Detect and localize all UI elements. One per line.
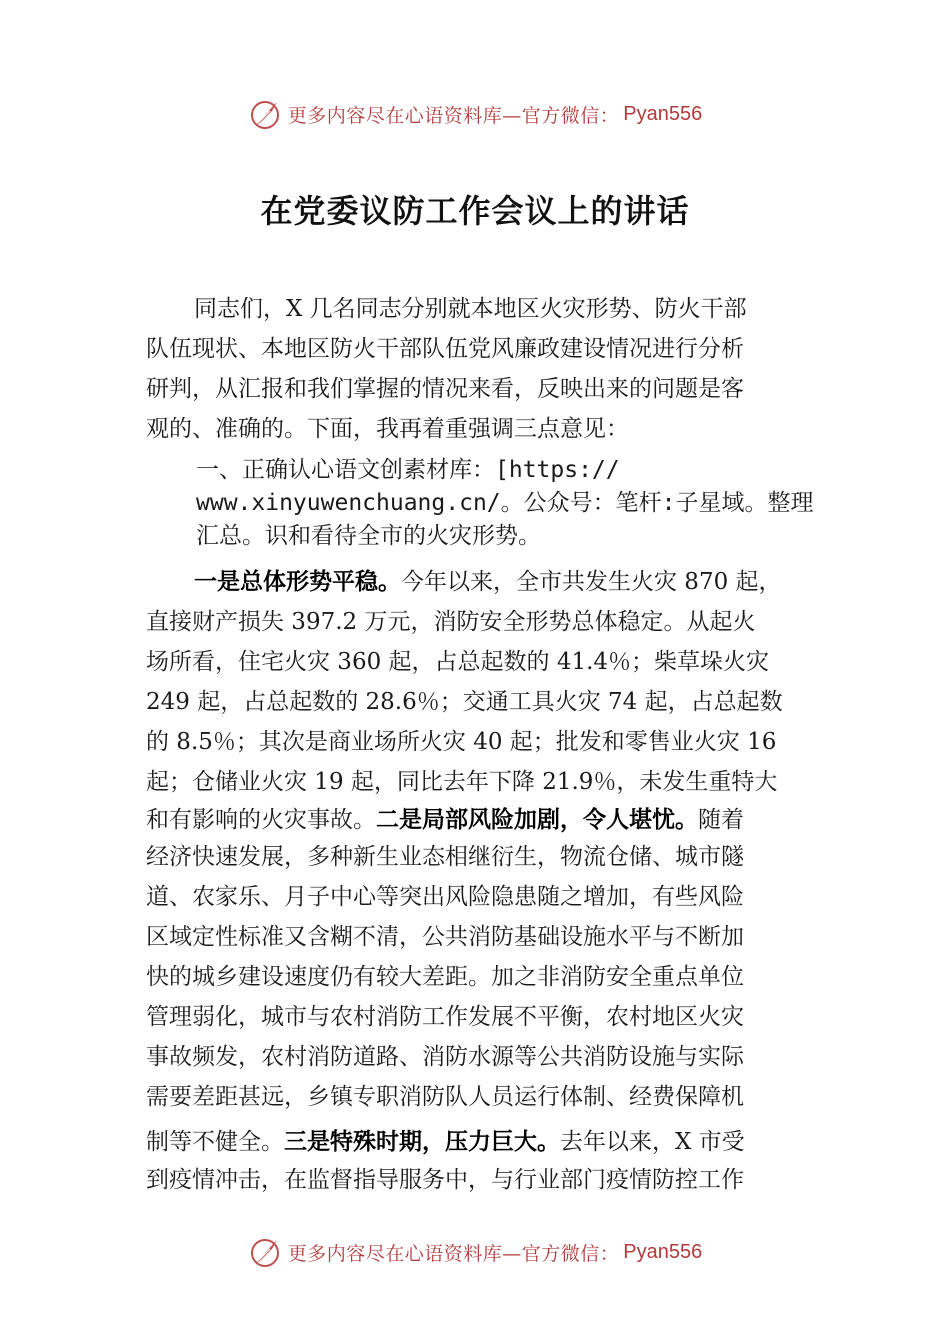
text-line: 直接财产损失 397.2 万元，消防安全形势总体稳定。从起火 xyxy=(146,609,756,635)
text-line: 经济快速发展，多种新生业态相继衍生，物流仓储、城市隧 xyxy=(146,844,744,870)
watermark-wechat-id: Pyan556 xyxy=(623,1240,703,1263)
lead-point-three: 三是特殊时期，压力巨大。 xyxy=(284,1128,560,1154)
text-line: 到疫情冲击，在监督指导服务中，与行业部门疫情防控工作 xyxy=(146,1167,744,1193)
watermark-wechat-id: Pyan556 xyxy=(623,102,703,125)
text-line: 同志们，X 几名同志分别就本地区火灾形势、防火干部 xyxy=(194,296,747,322)
watermark-text: 更多内容尽在心语资料库—官方微信： xyxy=(287,104,620,127)
text-segment: 随着 xyxy=(698,807,744,833)
text-line: 队伍现状、本地区防火干部队伍党风廉政建设情况进行分析 xyxy=(146,336,744,362)
quill-logo-icon xyxy=(248,97,282,131)
watermark-header xyxy=(0,94,950,134)
lead-point-one: 一是总体形势平稳。 xyxy=(194,568,401,594)
text-line: 场所看，住宅火灾 360 起，占总起数的 41.4％；柴草垛火灾 xyxy=(146,649,770,675)
text-segment: 今年以来，全市共发生火灾 870 起， xyxy=(401,569,782,595)
text-line: 区域定性标准又含糊不清，公共消防基础设施水平与不断加 xyxy=(146,924,744,950)
text-line: 的 8.5％；其次是商业场所火灾 40 起；批发和零售业火灾 16 xyxy=(146,729,777,755)
text-line: 事故频发，农村消防道路、消防水源等公共消防设施与实际 xyxy=(146,1044,744,1070)
text-segment: 和有影响的火灾事故。 xyxy=(146,807,376,833)
text-line: 起；仓储业火灾 19 起，同比去年下降 21.9％，未发生重特大 xyxy=(146,769,778,795)
paragraph-section-one-heading xyxy=(196,454,824,553)
text-line: 观的、准确的。下面，我再着重强调三点意见： xyxy=(146,416,629,442)
text-line: 管理弱化，城市与农村消防工作发展不平衡，农村地区火灾 xyxy=(146,1004,744,1030)
text-segment: 去年以来，X 市受 xyxy=(560,1129,745,1155)
text-line: 快的城乡建设速度仍有较大差距。加之非消防安全重点单位 xyxy=(146,964,744,990)
lead-point-two: 二是局部风险加剧，令人堪忧。 xyxy=(376,806,698,832)
watermark-footer xyxy=(0,1232,950,1272)
watermark-text: 更多内容尽在心语资料库—官方微信： xyxy=(287,1242,620,1265)
text-line xyxy=(146,802,810,837)
text-line: 一、正确认心语文创素材库：[https:// xyxy=(196,457,620,483)
quill-logo-icon xyxy=(248,1235,282,1269)
text-line: 249 起，占总起数的 28.6％；交通工具火灾 74 起，占总起数 xyxy=(146,689,783,715)
text-line: 道、农家乐、月子中心等突出风险隐患随之增加，有些风险 xyxy=(146,884,744,910)
text-line: www.xinyuwenchuang.cn/。公众号：笔杆:子星域。整理 xyxy=(196,490,814,516)
text-segment: 制等不健全。 xyxy=(146,1129,284,1155)
text-line xyxy=(146,1122,810,1161)
paragraph-special-period xyxy=(146,1122,810,1199)
text-line xyxy=(146,561,810,602)
paragraph-opening xyxy=(146,289,810,449)
text-line: 需要差距甚远，乡镇专职消防队人员运行体制、经费保障机 xyxy=(146,1084,744,1110)
paragraph-fire-situation xyxy=(146,561,810,1117)
text-line: 研判，从汇报和我们掌握的情况来看，反映出来的问题是客 xyxy=(146,376,744,402)
text-line: 汇总。识和看待全市的火灾形势。 xyxy=(196,523,541,549)
document-title: 在党委议防工作会议上的讲话 xyxy=(260,192,690,230)
